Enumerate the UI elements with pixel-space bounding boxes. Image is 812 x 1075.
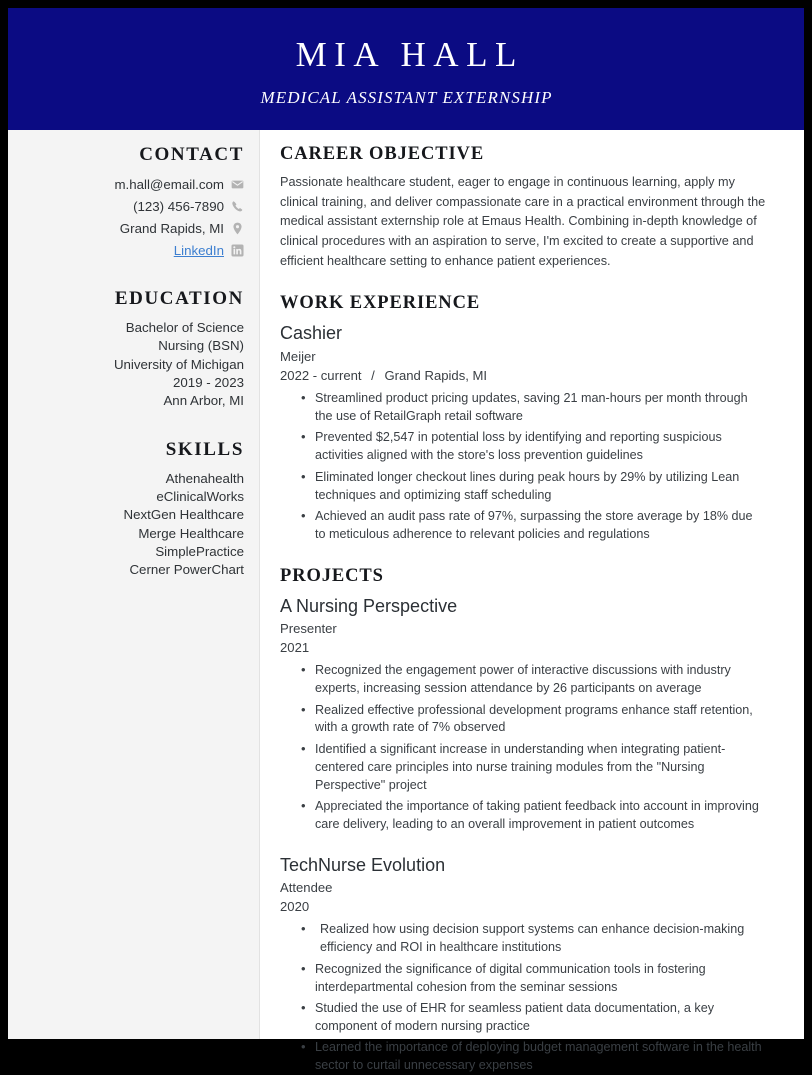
project-entry-title: TechNurse Evolution bbox=[280, 854, 446, 875]
resume-body bbox=[8, 130, 804, 1073]
bullet-item: • Realized how using decision support systems can enhance decision-making efficiency and ROI in healthcare institutions bbox=[313, 921, 766, 957]
career-objective-heading: CAREER OBJECTIVE bbox=[280, 144, 485, 164]
work-entry-location: Grand Rapids, MI bbox=[384, 368, 488, 384]
project-entry-bullets bbox=[280, 662, 766, 833]
linkedin-icon[interactable] bbox=[231, 244, 244, 257]
bullet-item: • Realized effective professional development programs enhance staff retention, with a growth rate of 7% observed bbox=[313, 702, 766, 738]
resume-header-banner bbox=[8, 8, 804, 130]
project-entry-bullets bbox=[280, 921, 766, 1075]
projects-heading: PROJECTS bbox=[280, 565, 384, 586]
skill-item: Cerner PowerChart bbox=[129, 562, 244, 578]
bullet-item: • Achieved an audit pass rate of 97%, surpassing the store average by 18% due to meticulous adherence to relevant policies and regulations bbox=[313, 508, 766, 544]
main-content bbox=[260, 130, 804, 1073]
contact-item-email bbox=[20, 175, 244, 194]
work-entry-title: Cashier bbox=[280, 323, 343, 344]
bullet-item: • Appreciated the importance of taking patient feedback into account in improving care delivery, leading to an overall improvement in patient outcomes bbox=[313, 798, 766, 834]
work-experience-heading: WORK EXPERIENCE bbox=[280, 293, 481, 314]
project-entry bbox=[280, 595, 766, 834]
envelope-icon bbox=[231, 178, 244, 191]
bullet-item: • Recognized the significance of digital communication tools in fostering interdepartmental cohesion from the seminar sessions bbox=[313, 961, 766, 997]
contact-heading: CONTACT bbox=[139, 144, 244, 165]
skill-item: Merge Healthcare bbox=[138, 525, 244, 541]
contact-phone-text: (123) 456-7890 bbox=[133, 198, 224, 214]
skills-heading: SKILLS bbox=[165, 438, 244, 460]
bullet-item: • Studied the use of EHR for seamless patient data documentation, a key component of modern nursing practice bbox=[313, 1000, 766, 1036]
project-entry-role: Presenter bbox=[280, 621, 337, 637]
bullet-item: • Learned the importance of deploying budget management software in the health sector to curtail unnecessary expenses bbox=[313, 1039, 766, 1075]
candidate-job-title: MEDICAL ASSISTANT EXTERNSHIP bbox=[260, 88, 553, 108]
education-line: University of Michigan bbox=[113, 356, 244, 372]
sidebar bbox=[8, 130, 260, 1039]
bullet-item: • Eliminated longer checkout lines during peak hours by 29% by utilizing Lean techniques and optimizing staff scheduling bbox=[313, 469, 766, 505]
education-line: Bachelor of Science bbox=[125, 320, 244, 335]
map-pin-icon bbox=[231, 222, 244, 235]
linkedin-link[interactable]: LinkedIn bbox=[173, 242, 224, 258]
bullet-item: • Prevented $2,547 in potential loss by identifying and reporting suspicious activities aligned with the store's loss prevention guidelines bbox=[313, 429, 766, 465]
project-entry-role: Attendee bbox=[280, 880, 333, 896]
bullet-item: • Identified a significant increase in understanding when integrating patient-centered care principles into nurse training modules from the "Nursing Perspective" project bbox=[313, 741, 766, 795]
work-entry-meta bbox=[280, 367, 766, 386]
education-heading: EDUCATION bbox=[114, 288, 244, 309]
project-entry-title: A Nursing Perspective bbox=[280, 595, 458, 616]
skill-item: SimplePractice bbox=[155, 544, 244, 560]
contact-item-location bbox=[20, 219, 244, 238]
bullet-item: • Streamlined product pricing updates, saving 21 man-hours per month through the use of RetailGraph retail software bbox=[313, 390, 766, 426]
candidate-name: MIA HALL bbox=[295, 34, 524, 74]
contact-location-text: Grand Rapids, MI bbox=[119, 220, 224, 236]
resume-page bbox=[8, 8, 804, 1073]
career-objective-text: Passionate healthcare student, eager to engage in continuous learning, apply my clinical training, and deliver compassionate care in a practical environment through the medical assistant externship role at Emaus Health. Combining in-depth knowledge of clinical procedures with an aspiration to serve, I'm excited to create a supportive and efficient healthcare setting to enhance patient experiences. bbox=[280, 175, 766, 268]
bullet-item: • Recognized the engagement power of interactive discussions with industry experts, increasing session attendance by 26 participants on average bbox=[313, 662, 766, 698]
work-entry-dates: 2022 - current bbox=[280, 368, 362, 384]
education-line: Nursing (BSN) bbox=[158, 338, 244, 354]
contact-item-phone bbox=[20, 197, 244, 216]
education-line: 2019 - 2023 bbox=[173, 375, 244, 391]
skill-item: Athenahealth bbox=[165, 470, 244, 486]
education-line: Ann Arbor, MI bbox=[163, 393, 244, 409]
work-entry-company: Meijer bbox=[280, 348, 316, 364]
skill-item: NextGen Healthcare bbox=[123, 507, 244, 523]
project-entry bbox=[280, 854, 766, 1075]
contact-item-linkedin[interactable] bbox=[20, 241, 244, 260]
project-entry-year: 2021 bbox=[280, 640, 310, 656]
project-entry-year: 2020 bbox=[280, 899, 310, 915]
phone-icon bbox=[231, 200, 244, 213]
skill-item: eClinicalWorks bbox=[156, 489, 244, 505]
work-entry-bullets bbox=[280, 390, 766, 544]
work-entry bbox=[280, 322, 766, 543]
contact-email-text: m.hall@email.com bbox=[114, 176, 224, 192]
work-entry-separator: / bbox=[371, 368, 375, 384]
